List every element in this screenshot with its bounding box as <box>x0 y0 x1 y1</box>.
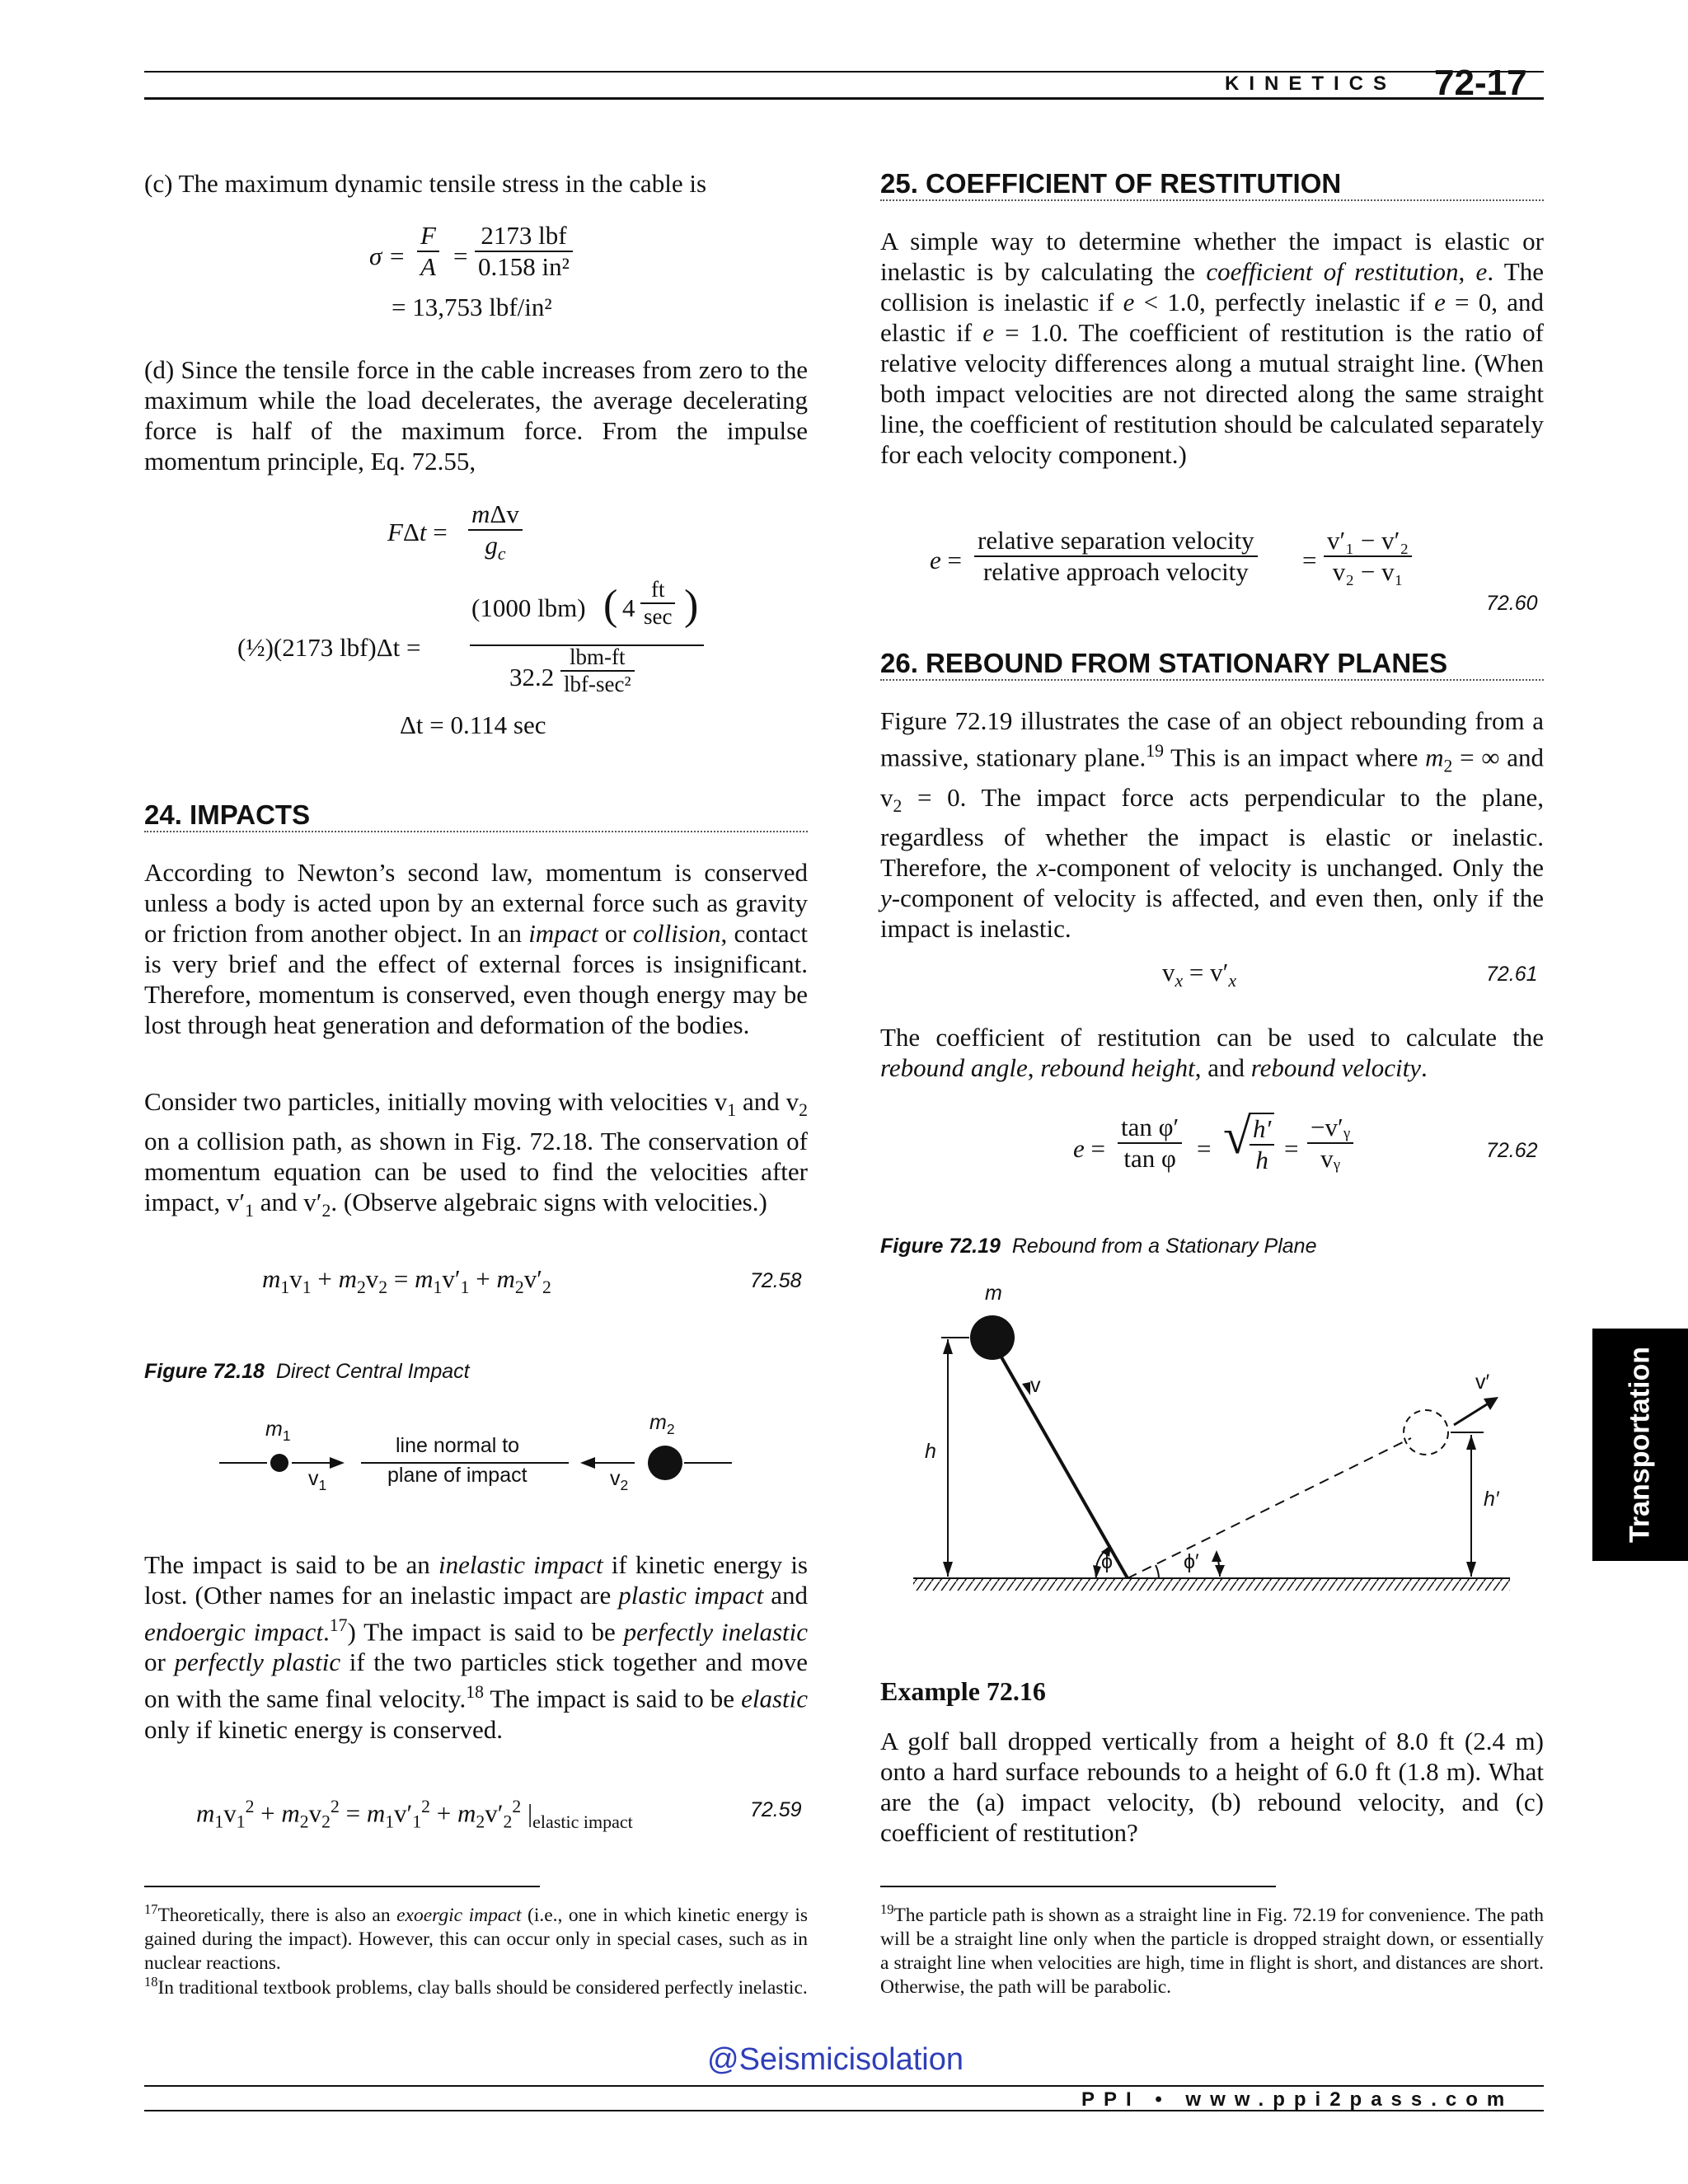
eq-sigma-a: A <box>420 252 436 281</box>
running-head-section: KINETICS <box>1225 73 1397 95</box>
equation-impulse-1 <box>387 499 569 574</box>
section-25-para-1: A simple way to determine whether the impact is elastic or inelastic is by calculating the coefficient of restitution, e. The collision is inelastic if e < 1.0, perfectly inelastic if e = 0, and elastic if e = 1.0. The coefficient of restitution is the ratio of relative velocity differences along a mutual straight line. (When both impact velocities are not directed along the same straight line, the coefficient of restitution should be calculated separately for each velocity component.) <box>880 227 1545 469</box>
figure-72-18 <box>214 1411 742 1493</box>
paren-open-icon: ( <box>603 582 618 629</box>
eq62-den1: tan φ <box>1123 1144 1176 1173</box>
eq62-den3: vᵧ <box>1320 1144 1340 1173</box>
eq60-num2: v′₁ − v′₂ <box>1324 526 1412 557</box>
eq-impulse-fraction <box>468 499 523 565</box>
section-24-para-2: Consider two particles, initially moving with velocities $v_1$ and $v_2$ on a collision path, as shown in Fig. 72.18. The conservation of momentum equation can be used to find the velocities after impact, $v'_1$ and $v'_2$. (Observe algebraic signs with velocities.) <box>144 1087 808 1221</box>
eq62-den2: h <box>1255 1146 1268 1174</box>
eq60-den: relative approach velocity <box>982 557 1249 586</box>
header-bottom-rule <box>144 97 1544 100</box>
eq-number-72-62: 72.62 <box>1486 1139 1538 1162</box>
eq-impulse2-mass: (1000 lbm) <box>471 593 586 622</box>
equation-impulse-2 <box>237 577 715 709</box>
eq60-fraction-2 <box>1324 526 1412 587</box>
eq-number-72-60: 72.60 <box>1486 592 1538 615</box>
fig18-m1-label: $m_1$ <box>265 1418 291 1444</box>
eq60-num: relative separation velocity <box>974 526 1258 557</box>
eq62-num3: −v′ᵧ <box>1307 1113 1353 1144</box>
watermark: @Seismicisolation <box>707 2042 964 2077</box>
footnote-19: $^{19}$The particle path is shown as a straight line in Fig. 72.19 for convenience. The path will be a straight line only when the particle is dropped straight down, or essentially a straight line when velocities are high, time in flight is short, and distances are short. Otherwise, the path will be parabolic. <box>880 1901 1544 1998</box>
eq59-subscript: elastic impact <box>532 1811 633 1833</box>
equation-72-59: $m_1v_1^2 + m_2v_2^2 = m_1v'_1^2 + m_2v'_2^2$ $|_{elastic impact}$ <box>196 1797 633 1833</box>
fig19-m-label: m <box>985 1282 1002 1305</box>
eq-impulse-num: mΔv <box>468 499 523 531</box>
page-number: 72-17 <box>1434 63 1527 103</box>
figure-72-19-drawing <box>907 1282 1517 1595</box>
unit-lbm-ft: lbm-ft <box>560 644 635 672</box>
eq-impulse-result: Δt = 0.114 sec <box>400 710 546 739</box>
fig19-v-label: v <box>1030 1374 1041 1397</box>
section-24-para-1: According to Newton’s second law, momentum is conserved unless a body is acted upon by an external force such as gravity or friction from another object. In an impact or collision, contact is very brief and the effect of external forces is insignificant. Therefore, momentum is conserved, even though energy may be lost through heat generation and deformation of the bodies. <box>144 858 808 1039</box>
unit-sec: sec <box>644 604 673 629</box>
eq-impulse2-gc-unit <box>560 644 635 697</box>
figure-72-18-label: Figure 72.18 <box>144 1360 265 1383</box>
section-25-rule <box>880 199 1544 201</box>
example-72-16-title: Example 72.16 <box>880 1676 1046 1706</box>
eq62-fraction-2 <box>1250 1113 1274 1175</box>
eq62-eq1: = <box>1197 1134 1212 1163</box>
equation-72-61: $v_x = v'_x$ <box>1162 958 1237 991</box>
footnote-18: $^{18}$In traditional textbook problems, clay balls should be considered perfectly inelastic. <box>144 1974 808 1999</box>
figure-72-19-label: Figure 72.19 <box>880 1235 1001 1258</box>
unit-ft: ft <box>640 577 675 604</box>
eq-sigma-fa <box>417 221 439 282</box>
eq-impulse2-denominator <box>509 644 691 710</box>
section-26-para-1: Figure 72.19 illustrates the case of an object rebounding from a massive, stationary plane.$^{19}$ This is an impact where $m_2$ = ∞ and $v_2 = 0$. The impact force acts perpendicular to the plane, regardless of whether the impact is elastic or inelastic. Therefore, the x-component of velocity is unchanged. Only the y-component of velocity is affected, and even then, only if the impact is inelastic. <box>880 706 1545 943</box>
equation-72-62 <box>1073 1108 1419 1191</box>
eq60-den2: v₂ − v₁ <box>1332 557 1404 586</box>
fig18-line-label-1: line normal to <box>396 1434 520 1457</box>
fig19-hp-label: h′ <box>1484 1488 1499 1511</box>
eq-sigma-den: 0.158 in² <box>478 252 570 281</box>
eq-sigma-f: F <box>417 221 439 252</box>
eq60-eq: = <box>1302 546 1317 574</box>
fig19-vp-label: v′ <box>1475 1371 1490 1394</box>
fig18-v1-label: $v_1$ <box>308 1467 327 1493</box>
eq62-fraction-3 <box>1307 1113 1353 1174</box>
figure-72-19-caption <box>880 1235 1316 1258</box>
eq-sigma-lhs: σ = <box>369 241 406 270</box>
eq-sigma-eq: = <box>453 241 468 270</box>
eq62-eq2: = <box>1284 1134 1299 1163</box>
eq-impulse2-gc: 32.2 <box>509 663 555 691</box>
paren-close-icon: ) <box>684 582 699 629</box>
figure-72-18-caption <box>144 1360 470 1384</box>
eq-sigma-fraction <box>475 221 573 282</box>
fig18-line-label-2: plane of impact <box>387 1464 528 1487</box>
eq-impulse-lhs: FΔt = <box>387 518 448 546</box>
eq60-fraction-1 <box>974 526 1258 587</box>
section-24-para-3: The impact is said to be an inelastic impact if kinetic energy is lost. (Other names for an inelastic impact are plastic impact and endoergic impact.$^{17}$) The impact is said to be perfectly inelastic or perfectly plastic if the two particles stick together and move on with the same final velocity.$^{18}$ The impact is said to be elastic only if kinetic energy is conserved. <box>144 1550 808 1744</box>
equation-72-60 <box>930 526 1441 600</box>
side-tab <box>1592 1329 1688 1561</box>
fig18-v2-label: $v_2$ <box>610 1467 629 1493</box>
footnote-17: $^{17}$Theoretically, there is also an exoergic impact (i.e., one in which kinetic energy is gained during the impact). However, this can occur only in special cases, such as in nuclear reactions. <box>144 1901 808 1974</box>
section-24-rule <box>144 831 808 832</box>
part-d-text: (d) Since the tensile force in the cable increases from zero to the maximum while the load decelerates, the average decelerating force is half of the maximum force. From the impulse momentum principle, Eq. 72.55, <box>144 355 808 476</box>
eq-sigma-num: 2173 lbf <box>475 221 573 252</box>
equation-72-58: $m_1v_1 + m_2v_2 = m_1v'_1 + m_2v'_2$ <box>262 1264 551 1298</box>
right-footnote-rule <box>880 1886 1276 1887</box>
fig19-phi-label: ϕ <box>1101 1550 1114 1573</box>
eq62-lhs: e = <box>1073 1134 1105 1163</box>
eq60-lhs: e = <box>930 546 962 574</box>
eq-impulse2-lhs: (½)(2173 lbf)Δt = <box>237 633 421 662</box>
section-24-title: 24. IMPACTS <box>144 799 311 830</box>
eq62-num2: h′ <box>1250 1114 1274 1146</box>
eq-sigma-result: = 13,753 lbf/in² <box>392 293 552 321</box>
left-footnote-rule <box>144 1886 540 1887</box>
eq-impulse2-numerator <box>471 577 701 635</box>
eq-number-72-61: 72.61 <box>1486 963 1538 986</box>
figure-72-19 <box>907 1282 1517 1595</box>
fig19-phip-label: ϕ′ <box>1184 1550 1199 1573</box>
side-tab-label: Transportation <box>1624 1346 1656 1544</box>
part-c-intro: (c) The maximum dynamic tensile stress in the cable is <box>144 169 707 198</box>
unit-lbf-sec2: lbf-sec² <box>564 672 631 696</box>
eq-impulse2-vel-unit <box>640 577 675 630</box>
eq-number-72-58: 72.58 <box>750 1269 802 1292</box>
eq-number-72-59: 72.59 <box>750 1798 802 1821</box>
section-25-title: 25. COEFFICIENT OF RESTITUTION <box>880 168 1342 199</box>
figure-72-19-title: Rebound from a Stationary Plane <box>1011 1235 1317 1258</box>
section-26-rule <box>880 679 1544 681</box>
section-26-title: 26. REBOUND FROM STATIONARY PLANES <box>880 648 1448 678</box>
section-26-para-2: The coefficient of restitution can be used to calculate the rebound angle, rebound height, and rebound velocity. <box>880 1023 1544 1082</box>
example-72-16-text: A golf ball dropped vertically from a height of 8.0 ft (2.4 m) onto a hard surface rebounds to a height of 6.0 ft (1.8 m). What are the (a) impact velocity, (b) rebound velocity, and (c) coefficient of restitution? <box>880 1727 1544 1847</box>
eq62-num1: tan φ′ <box>1118 1113 1182 1144</box>
figure-72-18-title: Direct Central Impact <box>275 1360 470 1383</box>
footer-url: PPI • www.ppi2pass.com <box>1081 2088 1514 2111</box>
eq-impulse-den: $g_c$ <box>485 531 506 565</box>
fig18-m2-label: $m_2$ <box>649 1411 675 1437</box>
footer-top-rule <box>144 2085 1544 2087</box>
fig19-h-label: h <box>925 1440 936 1463</box>
sqrt-icon: √ <box>1223 1108 1252 1165</box>
eq-impulse2-vel: 4 <box>622 593 635 622</box>
eq62-fraction-1 <box>1118 1113 1182 1174</box>
